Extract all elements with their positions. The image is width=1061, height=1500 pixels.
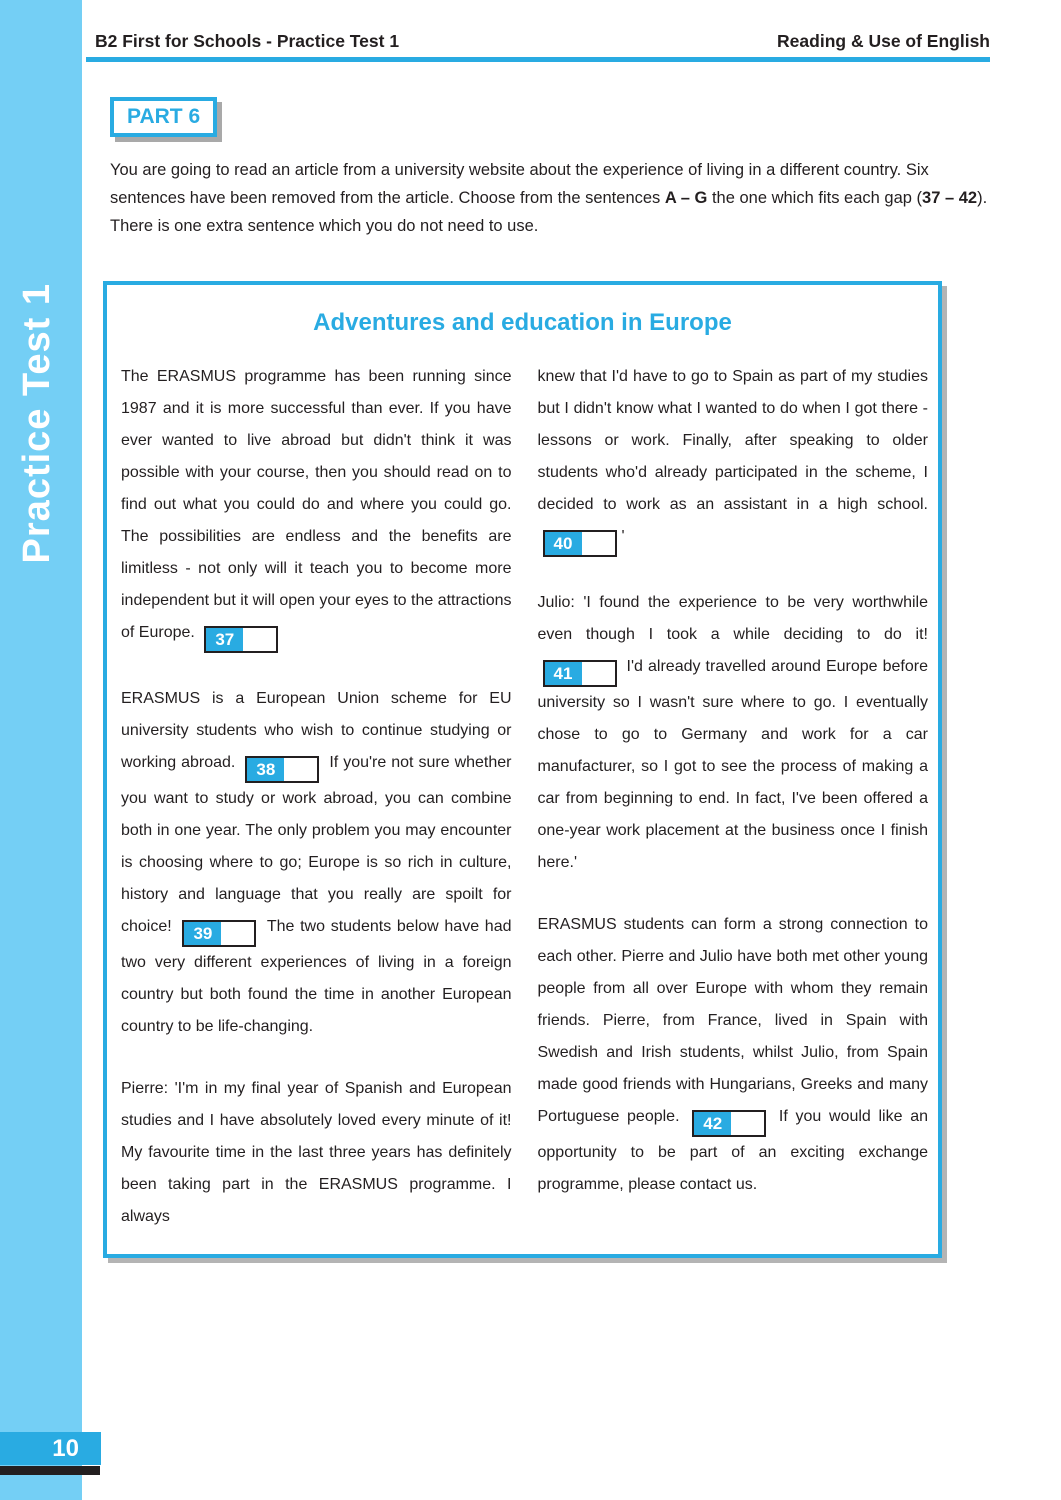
page-number-bar: [0, 1432, 101, 1465]
gap-39-marker: [182, 920, 256, 947]
instructions: [110, 156, 990, 240]
article-column-left: [121, 361, 512, 1263]
practice-test-label: Practice Test 1: [16, 283, 58, 564]
body-text: knew that I'd have to go to Spain as part of my studies but I didn't know what I wanted to do when I got there - lessons or work. Finally, after speaking to older students who'd already participated in the scheme, I decided to work as an assistant in a high school.: [537, 368, 928, 513]
article-paragraph: [121, 1073, 512, 1233]
article-box: [103, 281, 942, 1258]
gap-41-marker: [543, 660, 617, 687]
header-section-title: Reading & Use of English: [777, 31, 990, 51]
gap-number: 37: [206, 628, 243, 651]
article-title: Adventures and education in Europe: [313, 309, 732, 336]
gap-answer-blank: [221, 922, 254, 945]
body-text: The two students below have had two very different experiences of living in a foreign country but both found the time in another European country to be life-changing.: [121, 918, 512, 1035]
gap-number: 41: [545, 662, 582, 685]
body-text: If you're not sure whether you want to study or work abroad, you can combine both in one year. The only problem you may encounter is choosing where to go; Europe is so rich in culture, history and language that you really are spoilt for choice!: [121, 754, 512, 935]
body-text: ). There is one extra sentence which you do not need to use.: [110, 189, 988, 235]
gap-answer-blank: [731, 1112, 764, 1135]
gap-answer-blank: [582, 662, 615, 685]
body-text: You are going to read an article from a university website about the experience of living in a different country. Six sentences have been removed from the article. Choose from the sentences: [110, 161, 929, 207]
gap-37-marker: [204, 626, 278, 653]
sidebar-band: [0, 0, 82, 1500]
part-badge: PART 6: [110, 97, 217, 137]
gap-answer-blank: [284, 758, 317, 781]
header-book-title: B2 First for Schools - Practice Test 1: [95, 31, 400, 51]
gap-number: 39: [184, 922, 221, 945]
page-number: 10: [52, 1434, 79, 1462]
body-text: the one which fits each gap (: [707, 189, 923, 207]
body-text: Pierre: 'I'm in my final year of Spanish and European studies and I have absolutely loved every minute of it! My favourite time in the last three years has definitely been taking part in the ERASMUS programme. I always: [121, 1080, 512, 1225]
article-paragraph: [538, 909, 929, 1201]
article-paragraph: [538, 587, 929, 879]
instruction-bold-text: 37 – 42: [922, 189, 978, 207]
gap-number: 38: [247, 758, 284, 781]
gap-42-marker: [692, 1110, 766, 1137]
body-text: ERASMUS students can form a strong connection to each other. Pierre and Julio have both met other young people from all over Europe with whom they remain friends. Pierre, from France, lived in Spain with Swedish and Irish students, whilst Julio, from Spain made good friends with Hungarians, Greeks and many Portuguese people.: [537, 916, 928, 1125]
body-text: Julio: 'I found the experience to be very worthwhile even though I took a while deciding to do it!: [537, 594, 928, 643]
gap-number: 40: [545, 532, 582, 555]
gap-answer-blank: [243, 628, 276, 651]
article-columns: [107, 337, 938, 1263]
article-paragraph: [121, 361, 512, 653]
body-text: The ERASMUS programme has been running since 1987 and it is more successful than ever. If you have ever wanted to live abroad but didn't think it was possible with your course, then you should read on to find out what you could do and where you could go. The possibilities are endless and the benefits are limitless - not only will it teach you to become more independent but it will open your eyes to the attractions of Europe.: [121, 368, 512, 641]
gap-number: 42: [694, 1112, 731, 1135]
header-divider: [86, 57, 990, 62]
article-paragraph: [538, 361, 929, 557]
footer-black-bar: [0, 1466, 100, 1475]
body-text: If you would like an opportunity to be part of an exciting exchange programme, please contact us.: [537, 1108, 928, 1193]
article-paragraph: [121, 683, 512, 1043]
body-text: I'd already travelled around Europe before university so I wasn't sure where to go. I eventually chose to go to Germany and work for a car manufacturer, so I got to see the process of making a car from beginning to end. In fact, I've been offered a one-year work placement at the business once I finish here.': [537, 658, 928, 871]
page-header: [95, 31, 990, 52]
body-text: ERASMUS is a European Union scheme for EU university students who wish to continue studying or working abroad.: [121, 690, 512, 771]
instruction-bold-text: A – G: [664, 189, 708, 207]
gap-38-marker: [245, 756, 319, 783]
gap-40-marker: [543, 530, 617, 557]
article-column-right: [538, 361, 929, 1263]
body-text: ': [621, 528, 625, 545]
gap-answer-blank: [582, 532, 615, 555]
